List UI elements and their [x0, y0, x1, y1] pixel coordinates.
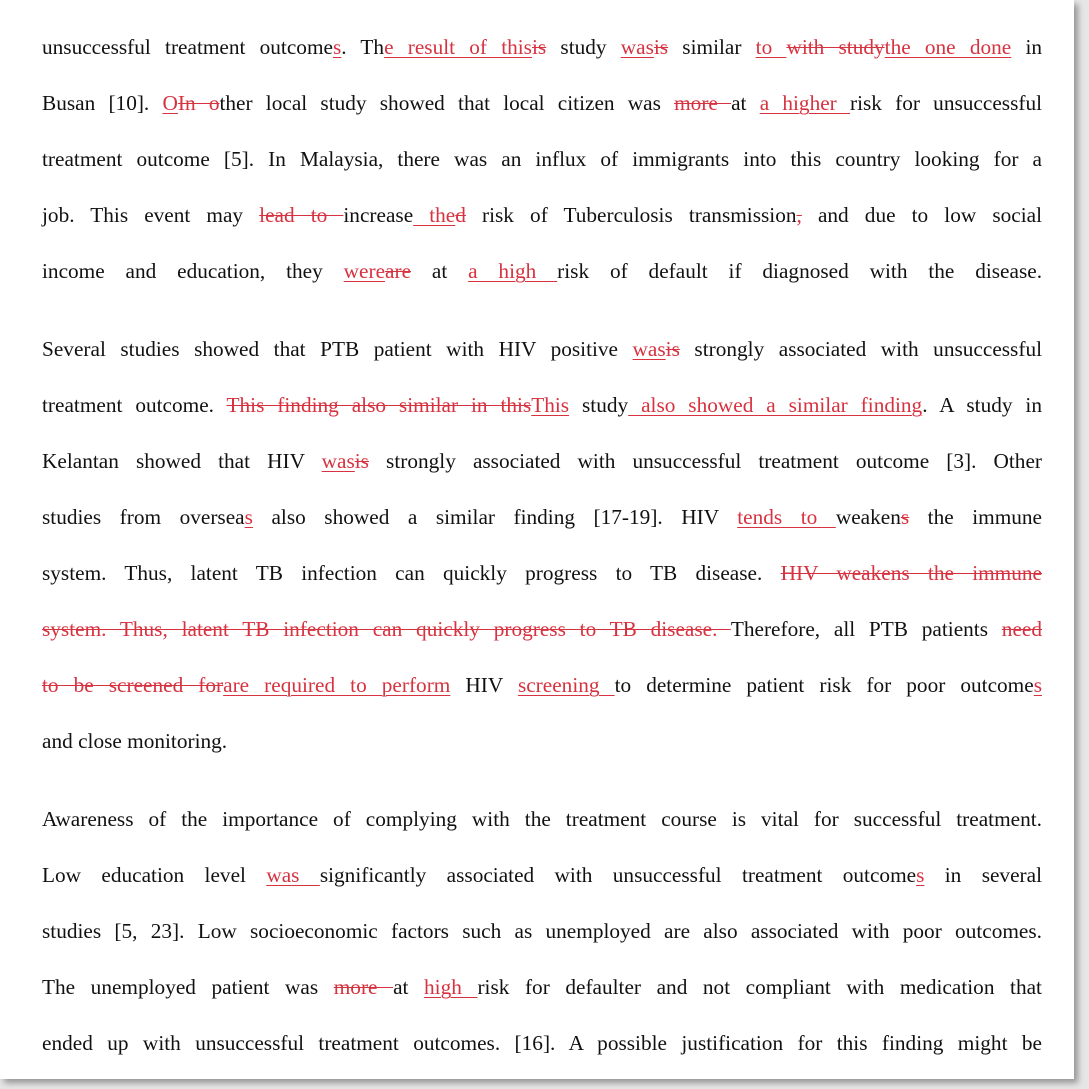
body-text: risk of Tuberculosis transmission [465, 203, 797, 227]
tracked-deletion[interactable]: is [653, 35, 669, 59]
tracked-deletion[interactable]: In o [177, 91, 220, 115]
body-text: Low education level [42, 863, 267, 887]
body-text: Awareness of the importance of complying with the treatment course is vital for successful treatment. [42, 807, 1042, 831]
text-line [42, 377, 1042, 433]
tracked-insertion[interactable]: the one done [884, 35, 1012, 59]
text-line [42, 545, 1042, 601]
tracked-insertion[interactable]: to [755, 35, 787, 59]
text-line [42, 489, 1042, 545]
body-text: Busan [10]. [42, 91, 163, 115]
body-text: risk for unsuccessful [849, 91, 1043, 115]
tracked-deletion[interactable]: lead to [259, 203, 344, 227]
body-text: income and education, they [42, 259, 344, 283]
body-text: at [393, 975, 424, 999]
body-text: risk for defaulter and not compliant with medication that [477, 975, 1042, 999]
text-line [42, 791, 1042, 847]
text-line [42, 657, 1042, 713]
text-line [42, 433, 1042, 489]
body-text: risk of default if diagnosed with the disease. [557, 259, 1043, 283]
body-text: study [546, 35, 621, 59]
tracked-deletion[interactable]: more [674, 91, 732, 115]
tracked-insertion[interactable]: the [413, 203, 456, 227]
body-text: increase [343, 203, 414, 227]
tracked-deletion[interactable]: is [354, 449, 369, 473]
tracked-insertion[interactable]: a high [468, 259, 558, 283]
tracked-insertion[interactable]: s [244, 505, 253, 529]
tracked-insertion[interactable]: s [916, 863, 925, 887]
body-text: ther local study showed that local citizen was [219, 91, 675, 115]
body-text: the immune [909, 505, 1043, 529]
tracked-insertion[interactable]: was [321, 449, 355, 473]
body-text: . A study in [922, 393, 1042, 417]
text-line [42, 903, 1042, 959]
tracked-deletion[interactable]: system. Thus, latent TB infection can quickly progress to TB disease. [42, 617, 731, 641]
tracked-deletion[interactable]: more [333, 975, 394, 999]
text-line [42, 713, 1042, 769]
body-text: and close monitoring. [42, 729, 228, 753]
body-text: study [569, 393, 629, 417]
body-text: treatment outcome [5]. In Malaysia, there was an influx of immigrants into this country looking for a [42, 147, 1042, 171]
paragraph-education-socioeconomic[interactable] [42, 791, 1042, 1071]
body-text: strongly associated with unsuccessful treatment outcome [3]. Other [368, 449, 1042, 473]
body-text: and due to low social [801, 203, 1042, 227]
tracked-insertion[interactable]: O [162, 91, 178, 115]
body-text: in [1011, 35, 1043, 59]
body-text: at [411, 259, 469, 283]
body-text: ended up with unsuccessful treatment outcomes. [16]. A possible justification for this finding might be [42, 1031, 1042, 1055]
body-text: Several studies showed that PTB patient with HIV positive [42, 337, 633, 361]
body-text: weaken [835, 505, 901, 529]
text-line [42, 601, 1042, 657]
tracked-deletion[interactable]: need [1001, 617, 1042, 641]
body-text: Kelantan showed that HIV [42, 449, 322, 473]
body-text: treatment outcome. [42, 393, 227, 417]
text-line [42, 19, 1042, 75]
tracked-deletion[interactable]: to be screened for [42, 673, 224, 697]
body-text: Therefore, all PTB patients [730, 617, 1002, 641]
tracked-deletion[interactable]: with study [786, 35, 885, 59]
body-text: in several [924, 863, 1042, 887]
tracked-insertion[interactable]: screening [517, 673, 615, 697]
tracked-insertion[interactable]: This [531, 393, 570, 417]
tracked-deletion[interactable]: d [455, 203, 466, 227]
tracked-insertion[interactable]: was [632, 337, 666, 361]
body-text: strongly associated with unsuccessful [679, 337, 1043, 361]
tracked-insertion[interactable]: was [620, 35, 654, 59]
text-line [42, 321, 1042, 377]
tracked-insertion[interactable]: were [343, 259, 386, 283]
text-line [42, 1015, 1042, 1071]
body-text: to determine patient risk for poor outcome [614, 673, 1034, 697]
tracked-insertion[interactable]: also showed a similar finding [628, 393, 923, 417]
body-text: . Th [341, 35, 385, 59]
text-line [42, 75, 1042, 131]
tracked-insertion[interactable]: high [424, 975, 478, 999]
body-text: unsuccessful treatment outcome [42, 35, 333, 59]
body-text: studies from oversea [42, 505, 245, 529]
paragraph-immigrant-risk[interactable] [42, 19, 1042, 299]
tracked-deletion[interactable]: is [665, 337, 680, 361]
text-line [42, 959, 1042, 1015]
tracked-deletion[interactable]: s [900, 505, 910, 529]
body-text: significantly associated with unsuccessful treatment outcome [319, 863, 917, 887]
body-text: also showed a similar finding [17-19]. HIV [252, 505, 738, 529]
text-line [42, 187, 1042, 243]
tracked-insertion[interactable]: s [1033, 673, 1042, 697]
tracked-insertion[interactable]: tends to [737, 505, 836, 529]
tracked-deletion[interactable]: is [531, 35, 547, 59]
text-line [42, 243, 1042, 299]
tracked-deletion[interactable]: This finding also similar in this [226, 393, 532, 417]
body-text: at [731, 91, 760, 115]
tracked-insertion[interactable]: a higher [759, 91, 850, 115]
tracked-deletion[interactable]: are [385, 259, 412, 283]
body-text: studies [5, 23]. Low socioeconomic factors such as unemployed are also associated with poor outcomes. [42, 919, 1042, 943]
text-line [42, 131, 1042, 187]
tracked-insertion[interactable]: s [332, 35, 342, 59]
tracked-deletion[interactable]: , [796, 203, 802, 227]
tracked-insertion[interactable]: was [266, 863, 320, 887]
tracked-deletion[interactable]: HIV weakens the immune [780, 561, 1042, 585]
body-text: HIV [450, 673, 518, 697]
body-text: job. This event may [42, 203, 260, 227]
body-text: similar [668, 35, 756, 59]
body-text: system. Thus, latent TB infection can quickly progress to TB disease. [42, 561, 781, 585]
tracked-insertion[interactable]: e result of this [384, 35, 532, 59]
paragraph-hiv-association[interactable] [42, 321, 1042, 769]
text-line [42, 847, 1042, 903]
tracked-insertion[interactable]: are required to perform [223, 673, 451, 697]
body-text: The unemployed patient was [42, 975, 334, 999]
